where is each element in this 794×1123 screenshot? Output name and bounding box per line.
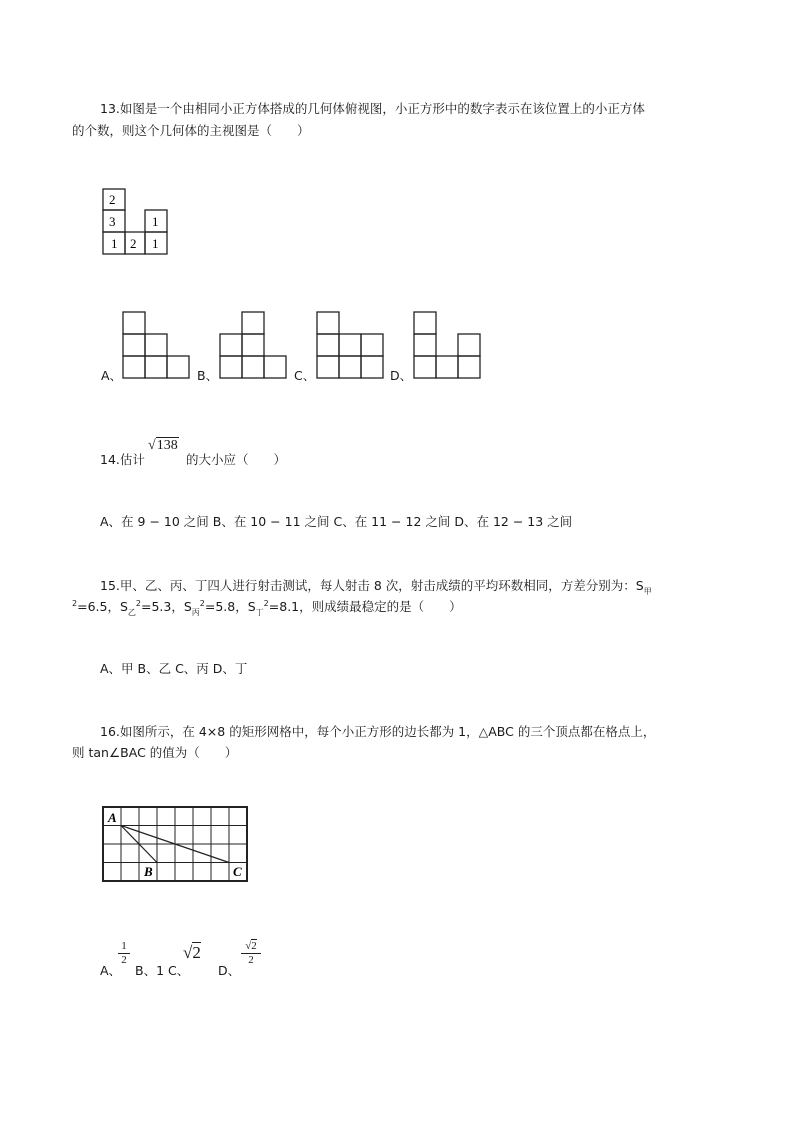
q15-text-line1: 15.甲、乙、丙、丁四人进行射击测试，每人射击 8 次，射击成绩的平均环数相同，方差分别为：$S_甲$ xyxy=(100,578,652,596)
fraction-denominator: 2 xyxy=(241,953,261,967)
q13-option-c-label: C、 xyxy=(294,368,316,383)
q15-options: A、甲 B、乙 C、丙 D、丁 xyxy=(100,661,248,676)
q16-option-d-label: D、 xyxy=(218,963,241,978)
q14-options: A、在 9 − 10 之间 B、在 10 − 11 之间 C、在 11 − 12 之间 D、在 12 − 13 之间 xyxy=(100,514,573,529)
sqrt-symbol: √ xyxy=(245,940,252,952)
sqrt-radicand: 2 xyxy=(192,943,201,962)
q16-text-line2: 则 tan∠BAC 的值为（ ） xyxy=(72,745,238,760)
top-view-number: 1 xyxy=(152,236,159,251)
q16-option-a-fraction xyxy=(118,940,130,967)
vertex-label-c: C xyxy=(233,864,242,879)
fraction-numerator: √2 xyxy=(245,940,257,952)
q16-grid-figure xyxy=(100,805,252,885)
q15-text-line2: $^2$=6.5，$S_乙^2=5.3$，$S_丙^2=5.8$，$S_丁^2=8.1$，则成绩最稳定的是（ ） xyxy=(72,599,462,617)
q16-option-b-c-label: B、1 C、 xyxy=(135,963,190,978)
top-view-number: 1 xyxy=(111,236,118,251)
q13-text-line2: 的个数，则这个几何体的主视图是（ ） xyxy=(72,123,310,138)
q16-text-line1: 16.如图所示，在 4×8 的矩形网格中，每个小正方形的边长都为 1，△ABC 的三个顶点都在格点上， xyxy=(100,724,656,739)
sqrt-symbol: √ xyxy=(183,943,193,962)
fraction-denominator: 2 xyxy=(118,953,130,967)
q13-option-c-figure xyxy=(316,311,386,381)
q16-option-c-sqrt xyxy=(183,943,201,963)
vertex-label-a: A xyxy=(108,810,117,825)
q16-option-a-label: A、 xyxy=(100,963,122,978)
fraction-numerator: 1 xyxy=(121,940,127,952)
q13-option-d-figure xyxy=(413,311,483,381)
top-view-number: 2 xyxy=(130,236,137,251)
top-view-number: 3 xyxy=(109,214,116,229)
q13-option-a-label: A、 xyxy=(101,368,123,383)
q14-prefix: 14.估计 xyxy=(100,452,145,467)
q13-top-view-figure xyxy=(100,185,172,260)
q13-text-line1: 13.如图是一个由相同小正方体搭成的几何体俯视图，小正方形中的数字表示在该位置上的小正方体 xyxy=(100,101,645,116)
top-view-number: 1 xyxy=(152,214,159,229)
q14-suffix: 的大小应（ ） xyxy=(186,452,287,467)
q13-option-b-label: B、 xyxy=(197,368,219,383)
sqrt-radicand: 138 xyxy=(156,438,178,453)
q13-option-d-label: D、 xyxy=(390,368,413,383)
top-view-number: 2 xyxy=(109,192,116,207)
q16-option-d-fraction xyxy=(241,940,261,967)
q13-option-a-figure xyxy=(122,311,192,381)
sqrt-symbol: √ xyxy=(148,438,156,453)
q13-option-b-figure xyxy=(219,311,289,381)
q14-sqrt-expression xyxy=(148,438,179,454)
vertex-label-b: B xyxy=(144,864,153,879)
